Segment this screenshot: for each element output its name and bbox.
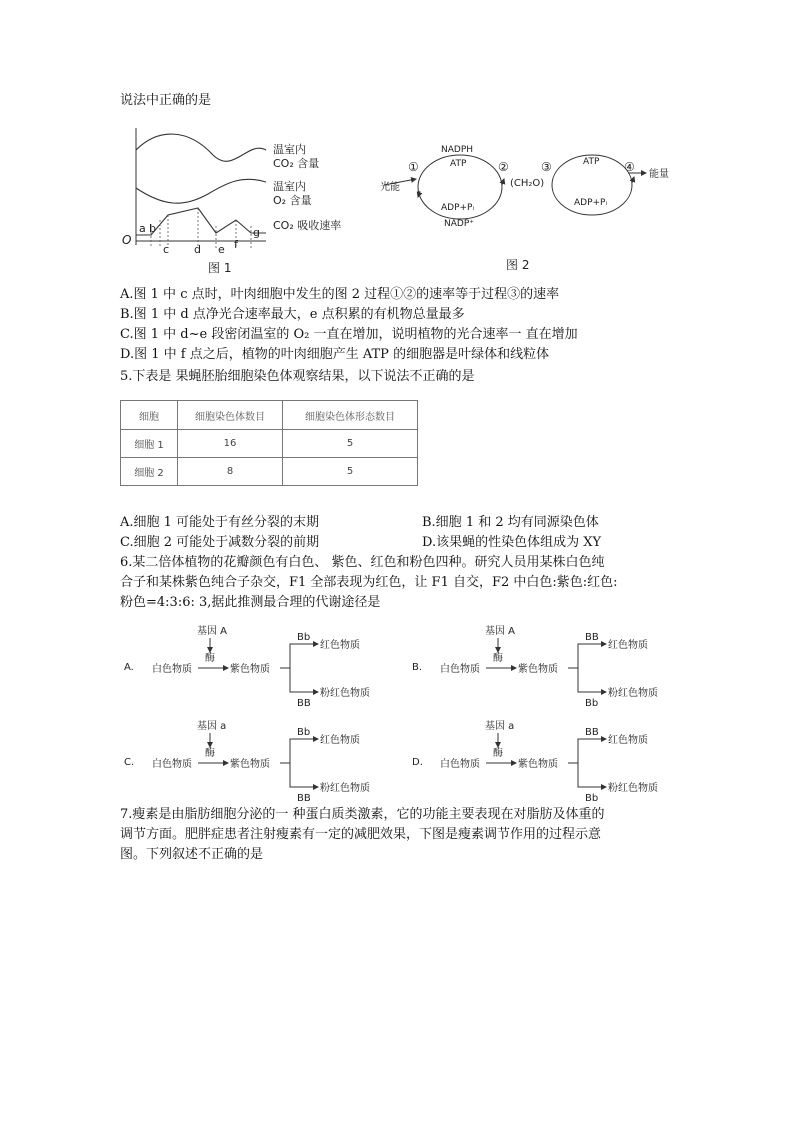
figure-2 [378,135,678,279]
q5-option-d: D.该果蝇的性染色体组成为 XY [422,535,602,550]
fig2-nadp: NADP⁺ [444,219,474,229]
lower-product: 粉红色物质 [320,688,370,699]
fig1-caption: 图 1 [208,261,232,275]
purple-substance: 紫色物质 [518,664,558,675]
white-substance: 白色物质 [440,759,480,770]
fig2-energy: 能量 [649,169,669,180]
table-header-row [121,401,418,430]
pathway-letter: B. [412,662,423,673]
enzyme-label: 酶 [205,748,215,759]
fig2-atp-left: ATP [450,159,467,169]
fig2-process-4: ④ [624,160,635,174]
q6-stem-line-1: 6.某二倍体植物的花瓣颜色有白色、 紫色、红色和粉色四种。研究人员用某株白色纯 [120,555,605,570]
table-header: 细胞染色体形态数目 [283,401,418,430]
fig1-point-c: c [163,243,170,256]
fig2-atp-right: ATP [583,157,600,167]
q7-line-2: 调节方面。肥胖症患者注射瘦素有一定的减肥效果，下图是瘦素调节作用的过程示意 [120,827,602,842]
lower-genotype: Bb [585,793,599,804]
q7-line-3: 图。下列叙述不正确的是 [120,847,264,862]
pathway-option-a [122,620,392,714]
upper-genotype: BB [585,727,599,738]
lower-product: 粉红色物质 [320,783,370,794]
table-cell: 细胞 1 [121,430,178,458]
lower-genotype: Bb [585,698,599,709]
gene-label: 基因 a [485,721,515,732]
purple-substance: 紫色物质 [230,759,270,770]
pathway-option-b [410,620,680,714]
q5-option-a: A.细胞 1 可能处于有丝分裂的末期 [120,515,320,530]
purple-substance: 紫色物质 [518,759,558,770]
fig2-light: 光能 [380,182,400,193]
upper-product: 红色物质 [608,640,648,651]
o2-content-curve [136,179,266,203]
pathway-option-d [410,715,680,809]
gene-label: 基因 A [197,626,228,637]
q6-stem-line-3: 粉色=4:3:6: 3,据此推测最合理的代谢途径是 [120,595,381,610]
table-header: 细胞 [121,401,178,430]
lower-genotype: BB [297,698,311,709]
q4-option-b: B.图 1 中 d 点净光合速率最大，e 点积累的有机物总量最多 [120,307,465,322]
gene-label: 基因 a [197,721,227,732]
fig1-origin: O [122,233,132,247]
q4-option-a: A.图 1 中 c 点时，叶肉细胞中发生的图 2 过程①②的速率等于过程③的速率 [120,287,560,302]
q4-option-d: D.图 1 中 f 点之后，植物的叶肉细胞产生 ATP 的细胞器是叶绿体和线粒体 [120,347,550,362]
table-cell: 16 [178,430,283,458]
pathway-letter: D. [412,757,423,768]
enzyme-label: 酶 [493,748,503,759]
fig2-process-1: ① [408,160,419,174]
fig1-o2-label-2: O₂ 含量 [273,194,312,207]
table-row [121,458,418,486]
fig2-caption: 图 2 [506,258,530,272]
figure-1 [118,120,368,284]
upper-product: 红色物质 [320,640,360,651]
fig2-adp-left: ADP+Pᵢ [441,203,475,213]
fig1-point-g: g [253,226,260,239]
fig1-point-f: f [234,238,238,251]
purple-substance: 紫色物质 [230,664,270,675]
fig1-point-b: b [149,222,156,235]
q7-line-1: 7.瘦素是由脂肪细胞分泌的一 种蛋白质类激素，它的功能主要表现在对脂肪及体重的 [120,807,605,822]
fig2-process-3: ③ [541,160,552,174]
white-substance: 白色物质 [440,664,480,675]
q5-stem: 5.下表是 果蝇胚胎细胞染色体观察结果，以下说法不正确的是 [120,369,475,384]
fig1-point-e: e [218,243,225,256]
table-cell: 8 [178,458,283,486]
intro-line: 说法中正确的是 [120,93,212,108]
pathway-option-c [122,715,392,809]
upper-genotype: BB [585,632,599,643]
upper-product: 红色物质 [608,735,648,746]
table-cell: 细胞 2 [121,458,178,486]
white-substance: 白色物质 [152,759,192,770]
lower-product: 粉红色物质 [608,688,658,699]
fig1-point-a: a [139,222,146,235]
fig2-adp-right: ADP+Pᵢ [574,198,608,208]
pathway-letter: C. [124,757,135,768]
fig1-co2-label-1: 温室内 [273,143,306,156]
fig2-process-2: ② [498,160,509,174]
enzyme-label: 酶 [493,653,503,664]
fig1-rate-label: CO₂ 吸收速率 [273,219,342,232]
lower-product: 粉红色物质 [608,783,658,794]
fig1-point-d: d [194,243,201,256]
q5-option-c: C.细胞 2 可能处于减数分裂的前期 [120,535,320,550]
q4-option-c: C.图 1 中 d~e 段密闭温室的 O₂ 一直在增加，说明植物的光合速率一 直在增加 [120,327,578,342]
table-cell: 5 [283,430,418,458]
co2-content-curve [136,134,266,161]
q6-stem-line-2: 合子和某株紫色纯合子杂交，F1 全部表现为红色，让 F1 自交，F2 中白色:紫色:红色: [120,575,618,590]
table-cell: 5 [283,458,418,486]
upper-genotype: Bb [297,632,311,643]
upper-genotype: Bb [297,727,311,738]
fig1-o2-label-1: 温室内 [273,180,306,193]
fig2-ch2o: (CH₂O) [510,178,545,189]
fig1-co2-label-2: CO₂ 含量 [273,157,320,170]
fig2-nadph: NADPH [441,145,474,155]
pathway-letter: A. [124,662,134,673]
upper-product: 红色物质 [320,735,360,746]
enzyme-label: 酶 [205,653,215,664]
gene-label: 基因 A [485,626,516,637]
table-header: 细胞染色体数目 [178,401,283,430]
q5-option-b: B.细胞 1 和 2 均有同源染色体 [422,515,599,530]
table-row [121,430,418,458]
lower-genotype: BB [297,793,311,804]
white-substance: 白色物质 [152,664,192,675]
chromosome-table [120,400,418,486]
